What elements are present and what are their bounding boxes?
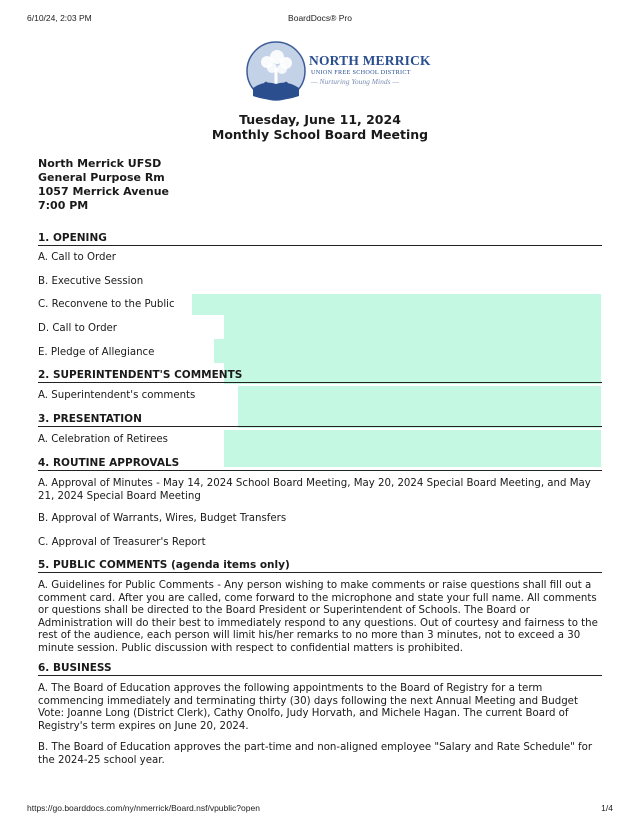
meeting-title-block (0, 112, 640, 142)
location-line: 1057 Merrick Avenue (38, 185, 170, 198)
meeting-location (38, 157, 169, 213)
section-heading-business[interactable]: 6. BUSINESS (38, 662, 602, 676)
meeting-title: Monthly School Board Meeting (211, 127, 429, 142)
agenda-item[interactable]: C. Approval of Treasurer's Report (38, 537, 206, 548)
location-line: North Merrick UFSD (38, 157, 162, 170)
agenda-item[interactable]: B. Approval of Warrants, Wires, Budget Transfers (38, 513, 287, 524)
section-heading-public-comments[interactable]: 5. PUBLIC COMMENTS (agenda items only) (38, 559, 602, 573)
print-page-number: 1/4 (601, 803, 613, 813)
agenda-item[interactable]: A. The Board of Education approves the following appointments to the Board of Registry for a term commencing immediately and terminating thirty (30) days following the next Annual Meeting and Budget Vote: Joanne Long (District Clerk), Cathy Onolfo, Judy Horvath, and Michele Hagan. The current Board of Registry's term expires on June 20, 2024. (38, 683, 578, 732)
agenda-item[interactable]: A. Call to Order (38, 252, 116, 263)
district-logo (245, 40, 431, 102)
agenda-item[interactable]: D. Call to Order (38, 323, 117, 334)
agenda-item[interactable]: E. Pledge of Allegiance (38, 347, 155, 358)
print-datetime: 6/10/24, 2:03 PM (27, 13, 92, 23)
print-app-name: BoardDocs® Pro (288, 13, 352, 23)
agenda-item[interactable]: A. Approval of Minutes - May 14, 2024 School Board Meeting, May 20, 2024 Special Board Meeting, and May 21, 2024 Special Board Meeting (38, 478, 591, 502)
agenda-item[interactable]: B. The Board of Education approves the part-time and non-aligned employee "Salary and Rate Schedule" for the 2024-25 school year. (38, 742, 593, 766)
location-line: General Purpose Rm (38, 171, 165, 184)
print-footer (0, 803, 640, 815)
tree-emblem-icon (245, 40, 307, 102)
location-line: 7:00 PM (38, 199, 89, 212)
section-heading-superintendent[interactable]: 2. SUPERINTENDENT'S COMMENTS (38, 369, 602, 383)
section-heading-opening[interactable]: 1. OPENING (38, 232, 602, 246)
agenda-item[interactable]: A. Guidelines for Public Comments - Any person wishing to make comments or raise questions shall fill out a comment card. After you are called, come forward to the microphone and state your full name. All comments or questions shall be directed to the Board President or Superintendent of Schools. The Board or Administration will do their best to immediately respond to any questions. Out of courtesy and fairness to the rest of the audience, each person will limit his/her remarks to no more than 3 minutes, not to exceed a 30 minute session. Public discussion with respect to confidential matters is prohibited. (38, 580, 598, 654)
agenda-item[interactable]: B. Executive Session (38, 276, 144, 287)
section-heading-routine-approvals[interactable]: 4. ROUTINE APPROVALS (38, 457, 602, 471)
meeting-date: Tuesday, June 11, 2024 (239, 112, 401, 127)
agenda-item[interactable]: C. Reconvene to the Public (38, 299, 175, 310)
logo-district-subtitle: UNION FREE SCHOOL DISTRICT (311, 69, 411, 76)
agenda-item[interactable]: A. Celebration of Retirees (38, 434, 168, 445)
logo-district-name: NORTH MERRICK (309, 53, 431, 68)
print-url: https://go.boarddocs.com/ny/nmerrick/Board.nsf/vpublic?open (27, 803, 260, 813)
print-header (0, 13, 640, 25)
agenda-item[interactable]: A. Superintendent's comments (38, 390, 196, 401)
logo-tagline: — Nurturing Young Minds — (311, 77, 400, 86)
section-heading-presentation[interactable]: 3. PRESENTATION (38, 413, 602, 427)
